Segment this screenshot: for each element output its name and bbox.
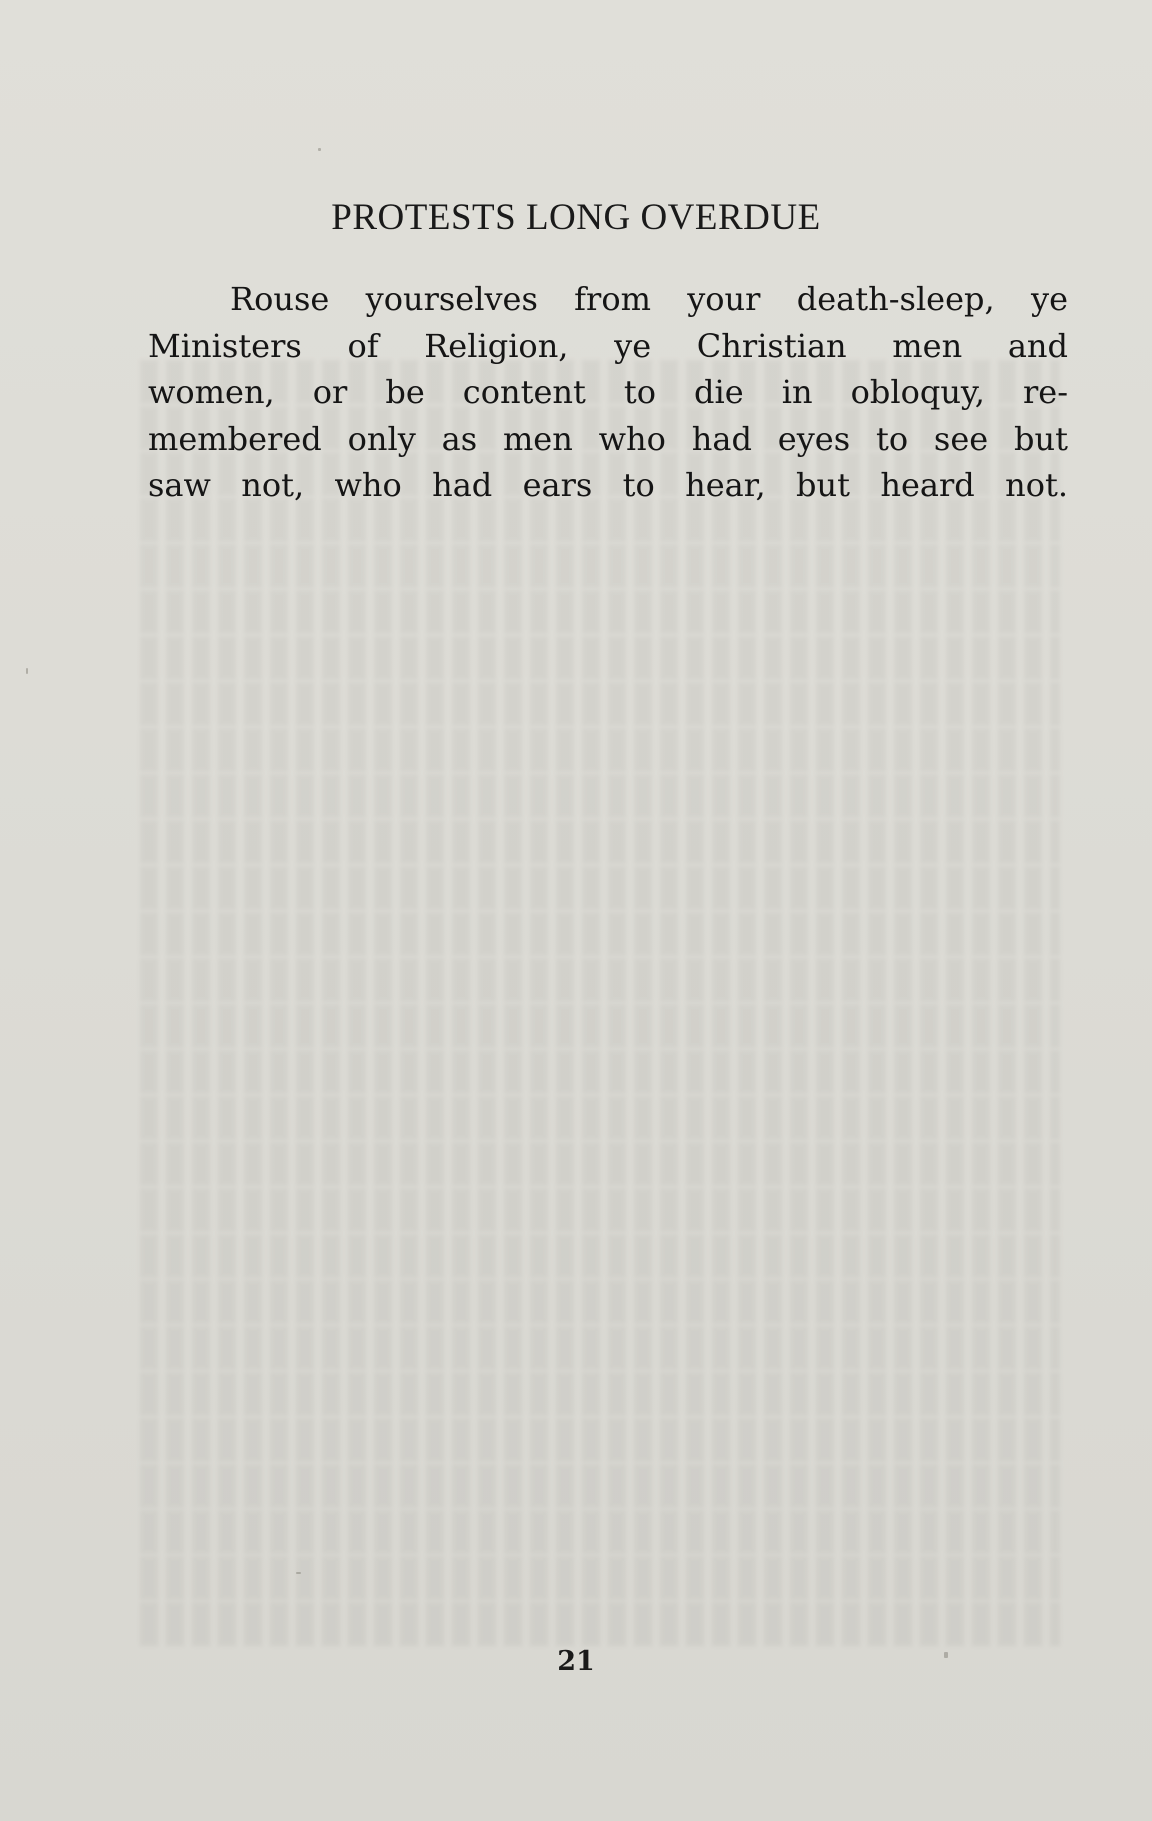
paper-speck	[318, 148, 321, 151]
paper-speck	[296, 1572, 301, 1574]
chapter-title: PROTESTS LONG OVERDUE	[331, 197, 821, 238]
paper-speck	[26, 668, 28, 674]
page-number: 21	[557, 1646, 595, 1677]
paragraph-line: Rouse yourselves from your death-sleep, ye	[230, 280, 1068, 318]
paragraph-line: women, or be content to die in obloquy, re-	[148, 373, 1068, 411]
paragraph-line: membered only as men who had eyes to see but	[148, 419, 1068, 458]
paragraph-line: saw not, who had ears to hear, but heard not.	[148, 466, 1068, 504]
paragraph-line: Ministers of Religion, ye Christian men and	[148, 326, 1068, 365]
body-paragraph	[148, 276, 1068, 509]
show-through-text	[140, 360, 1060, 1680]
